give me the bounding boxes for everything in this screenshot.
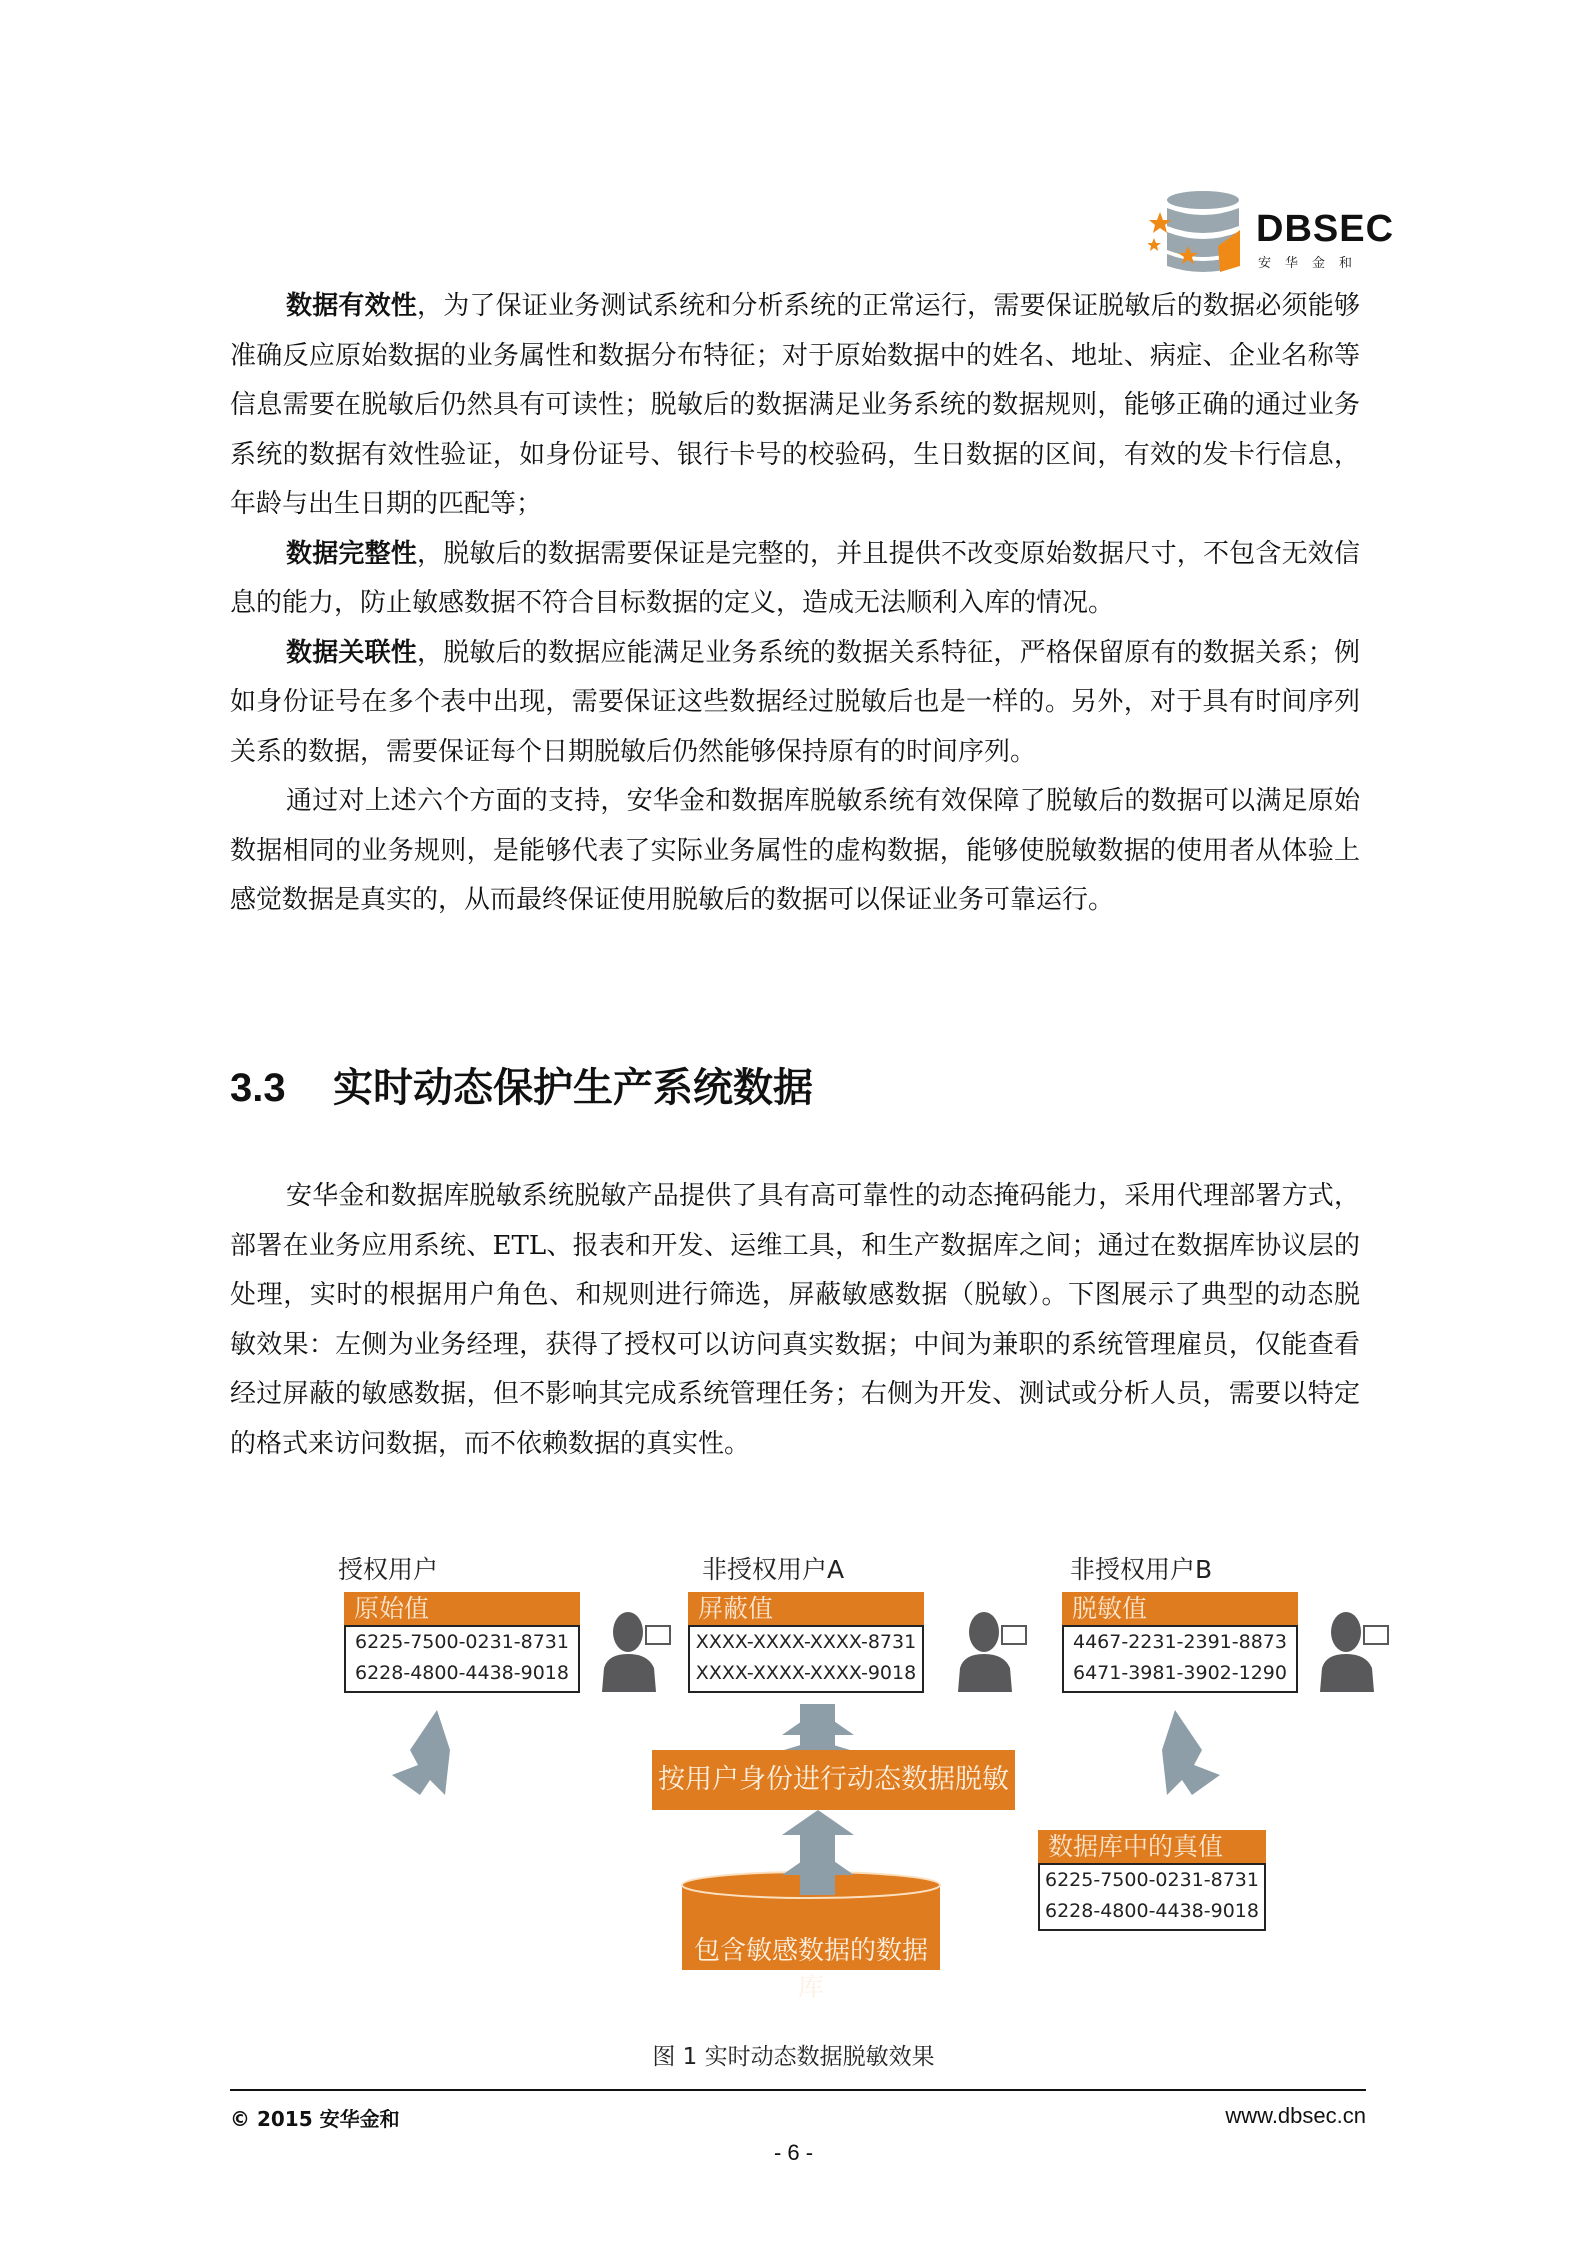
table-row: XXXX-XXXX-XXXX-8731 bbox=[688, 1625, 924, 1660]
section-body bbox=[230, 1172, 1360, 1469]
table-row: XXXX-XXXX-XXXX-9018 bbox=[688, 1658, 924, 1693]
section-number: 3.3 bbox=[230, 1066, 286, 1110]
user-label-authorized: 授权用户 bbox=[338, 1555, 439, 1584]
table-header-original: 原始值 bbox=[344, 1592, 580, 1625]
table-row: 6228-4800-4438-9018 bbox=[344, 1658, 580, 1693]
user-label-unauthorized-b: 非授权用户B bbox=[1070, 1555, 1213, 1584]
footer-copyright: © 2015 安华金和 bbox=[230, 2107, 400, 2131]
dynamic-masking-diagram bbox=[330, 1550, 1410, 2003]
paragraph-text: ，脱敏后的数据需要保证是完整的，并且提供不改变原始数据尺寸，不包含无效信息的能力，防止敏感数据不符合目标数据的定义，造成无法顺利入库的情况。 bbox=[230, 538, 1360, 618]
user-label-unauthorized-a: 非授权用户A bbox=[702, 1555, 845, 1584]
dynamic-masking-engine-box: 按用户身份进行动态数据脱敏 bbox=[652, 1750, 1015, 1810]
table-row: 6228-4800-4438-9018 bbox=[1038, 1896, 1266, 1931]
paragraph-lead: 数据有效性 bbox=[286, 291, 417, 321]
footer-divider bbox=[230, 2089, 1366, 2091]
paragraph-summary bbox=[230, 777, 1360, 926]
table-header-desensitized: 脱敏值 bbox=[1062, 1592, 1298, 1625]
table-header-masked: 屏蔽值 bbox=[688, 1592, 924, 1625]
table-row: 6225-7500-0231-8731 bbox=[344, 1625, 580, 1660]
footer-website-link[interactable]: www.dbsec.cn bbox=[1225, 2103, 1366, 2128]
paragraph-text: ，脱敏后的数据应能满足业务系统的数据关系特征，严格保留原有的数据关系；例如身份证号在多个表中出现，需要保证这些数据经过脱敏后也是一样的。另外，对于具有时间序列关系的数据，需要保证每个日期脱敏后仍然能够保持原有的时间序列。 bbox=[230, 637, 1360, 767]
paragraph-validity bbox=[230, 282, 1360, 530]
paragraph-text: 通过对上述六个方面的支持，安华金和数据库脱敏系统有效保障了脱敏后的数据可以满足原始数据相同的业务规则，是能够代表了实际业务属性的虚构数据，能够使脱敏数据的使用者从体验上感觉数据是真实的，从而最终保证使用脱敏后的数据可以保证业务可靠运行。 bbox=[230, 786, 1360, 915]
section-title: 实时动态保护生产系统数据 bbox=[333, 1065, 813, 1111]
table-header-true-values: 数据库中的真值 bbox=[1038, 1830, 1266, 1863]
paragraph-text: ，为了保证业务测试系统和分析系统的正常运行，需要保证脱敏后的数据必须能够准确反应原始数据的业务属性和数据分布特征；对于原始数据中的姓名、地址、病症、企业名称等信息需要在脱敏后仍然具有可读性；脱敏后的数据满足业务系统的数据规则，能够正确的通过业务系统的数据有效性验证，如身份证号、银行卡号的校验码，生日数据的区间，有效的发卡行信息，年龄与出生日期的匹配等； bbox=[230, 291, 1360, 519]
logo-text: DBSEC bbox=[1256, 208, 1395, 250]
logo-subtitle: 安华金和 bbox=[1258, 256, 1367, 271]
table-row: 6225-7500-0231-8731 bbox=[1038, 1863, 1266, 1898]
page-number: - 6 - bbox=[773, 2140, 814, 2165]
user-person-icon bbox=[602, 1608, 672, 1692]
paragraph-integrity bbox=[230, 530, 1360, 629]
paragraph-lead: 数据完整性 bbox=[286, 538, 417, 569]
paragraph-lead: 数据关联性 bbox=[286, 637, 417, 668]
figure-caption: 图 1 实时动态数据脱敏效果 bbox=[652, 2044, 935, 2070]
table-row: 4467-2231-2391-8873 bbox=[1062, 1625, 1298, 1660]
body-paragraphs-top bbox=[230, 282, 1360, 926]
paragraph-dynamic-masking: 安华金和数据库脱敏系统脱敏产品提供了具有高可靠性的动态掩码能力，采用代理部署方式，部署在业务应用系统、ETL、报表和开发、运维工具，和生产数据库之间；通过在数据库协议层的处理，实时的根据用户角色、和规则进行筛选，屏蔽敏感数据（脱敏）。下图展示了典型的动态脱敏效果：左侧为业务经理，获得了授权可以访问真实数据；中间为兼职的系统管理雇员，仅能查看经过屏蔽的敏感数据，但不影响其完成系统管理任务；右侧为开发、测试或分析人员，需要以特定的格式来访问数据，而不依赖数据的真实性。 bbox=[230, 1181, 1360, 1459]
user-person-icon bbox=[1320, 1608, 1390, 1692]
paragraph-relevance bbox=[230, 629, 1360, 778]
table-row: 6471-3981-3902-1290 bbox=[1062, 1658, 1298, 1693]
section-heading bbox=[230, 1056, 813, 1113]
user-person-icon bbox=[958, 1608, 1028, 1692]
database-label: 包含敏感数据的数据库 bbox=[693, 1936, 928, 2003]
